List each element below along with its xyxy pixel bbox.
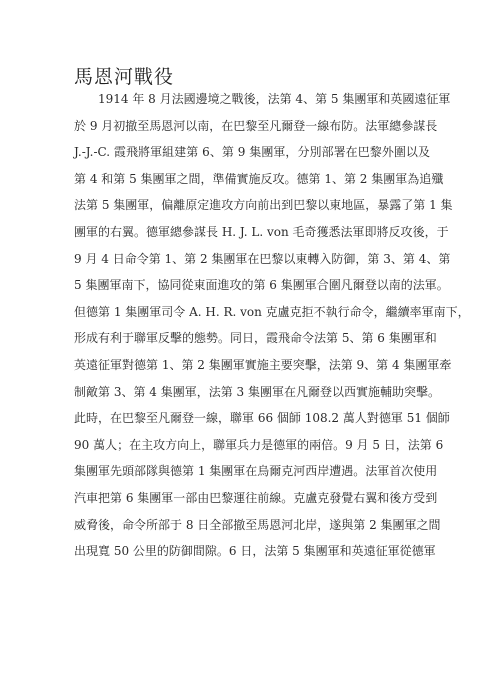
body-paragraph	[74, 86, 470, 565]
text-line: 9 月 4 日命令第 1、第 2 集團軍在巴黎以東轉入防御，第 3、第 4、第	[74, 251, 451, 266]
text-line: 90 萬人；在主攻方向上，聯軍兵力是德軍的兩倍。9 月 5 日，法第 6	[74, 437, 444, 452]
text-line: J.-J.-C. 霞飛將軍組建第 6、第 9 集團軍，分別部署在巴黎外圍以及	[74, 145, 430, 160]
text-line: 法第 5 集團軍，偏離原定進攻方向前出到巴黎以東地區，暴露了第 1 集	[74, 198, 453, 213]
text-line: 出現寬 50 公里的防御間隙。6 日，法第 5 集團軍和英遠征軍從德軍	[74, 544, 436, 559]
text-line: 但德第 1 集團軍司令 A. H. R. von 克盧克拒不執行命令，繼續率軍南下，	[74, 304, 470, 319]
page-title: 馬恩河戰役	[74, 66, 175, 88]
text-line: 此時，在巴黎至凡爾登一線，聯軍 66 個師 108.2 萬人對德軍 51 個師	[74, 411, 450, 426]
text-line: 於 9 月初撤至馬恩河以南，在巴黎至凡爾登一線布防。法軍總參謀長	[74, 118, 438, 133]
text-line: 集團軍先頭部隊與德第 1 集團軍在烏爾克河西岸遭遇。法軍首次使用	[74, 464, 438, 479]
text-line: 威脅後，命令所部于 8 日全部撤至馬恩河北岸，遂與第 2 集團軍之間	[74, 517, 441, 532]
text-line: 5 集團軍南下，協同從東面進攻的第 6 集團軍合圍凡爾登以南的法軍。	[74, 278, 449, 293]
text-line: 第 4 和第 5 集團軍之間，準備實施反攻。德第 1、第 2 集團軍為追殲	[74, 171, 444, 186]
text-line: 1914 年 8 月法國邊境之戰後，法第 4、第 5 集團軍和英國遠征軍	[98, 92, 451, 106]
text-line: 英遠征軍對德第 1、第 2 集團軍實施主要突擊，法第 9、第 4 集團軍牽	[74, 357, 452, 372]
text-line: 制敵第 3、第 4 集團軍，法第 3 集團軍在凡爾登以西實施輔助突擊。	[74, 384, 440, 399]
text-line: 汽車把第 6 集團軍一部由巴黎運往前線。克盧克發覺右翼和後方受到	[74, 490, 438, 505]
text-line: 團軍的右翼。德軍總參謀長 H. J. L. von 毛奇獲悉法軍即將反攻後，于	[74, 224, 449, 239]
text-line: 形成有利于聯軍反擊的態勢。同日，霞飛命令法第 5、第 6 集團軍和	[74, 331, 437, 346]
